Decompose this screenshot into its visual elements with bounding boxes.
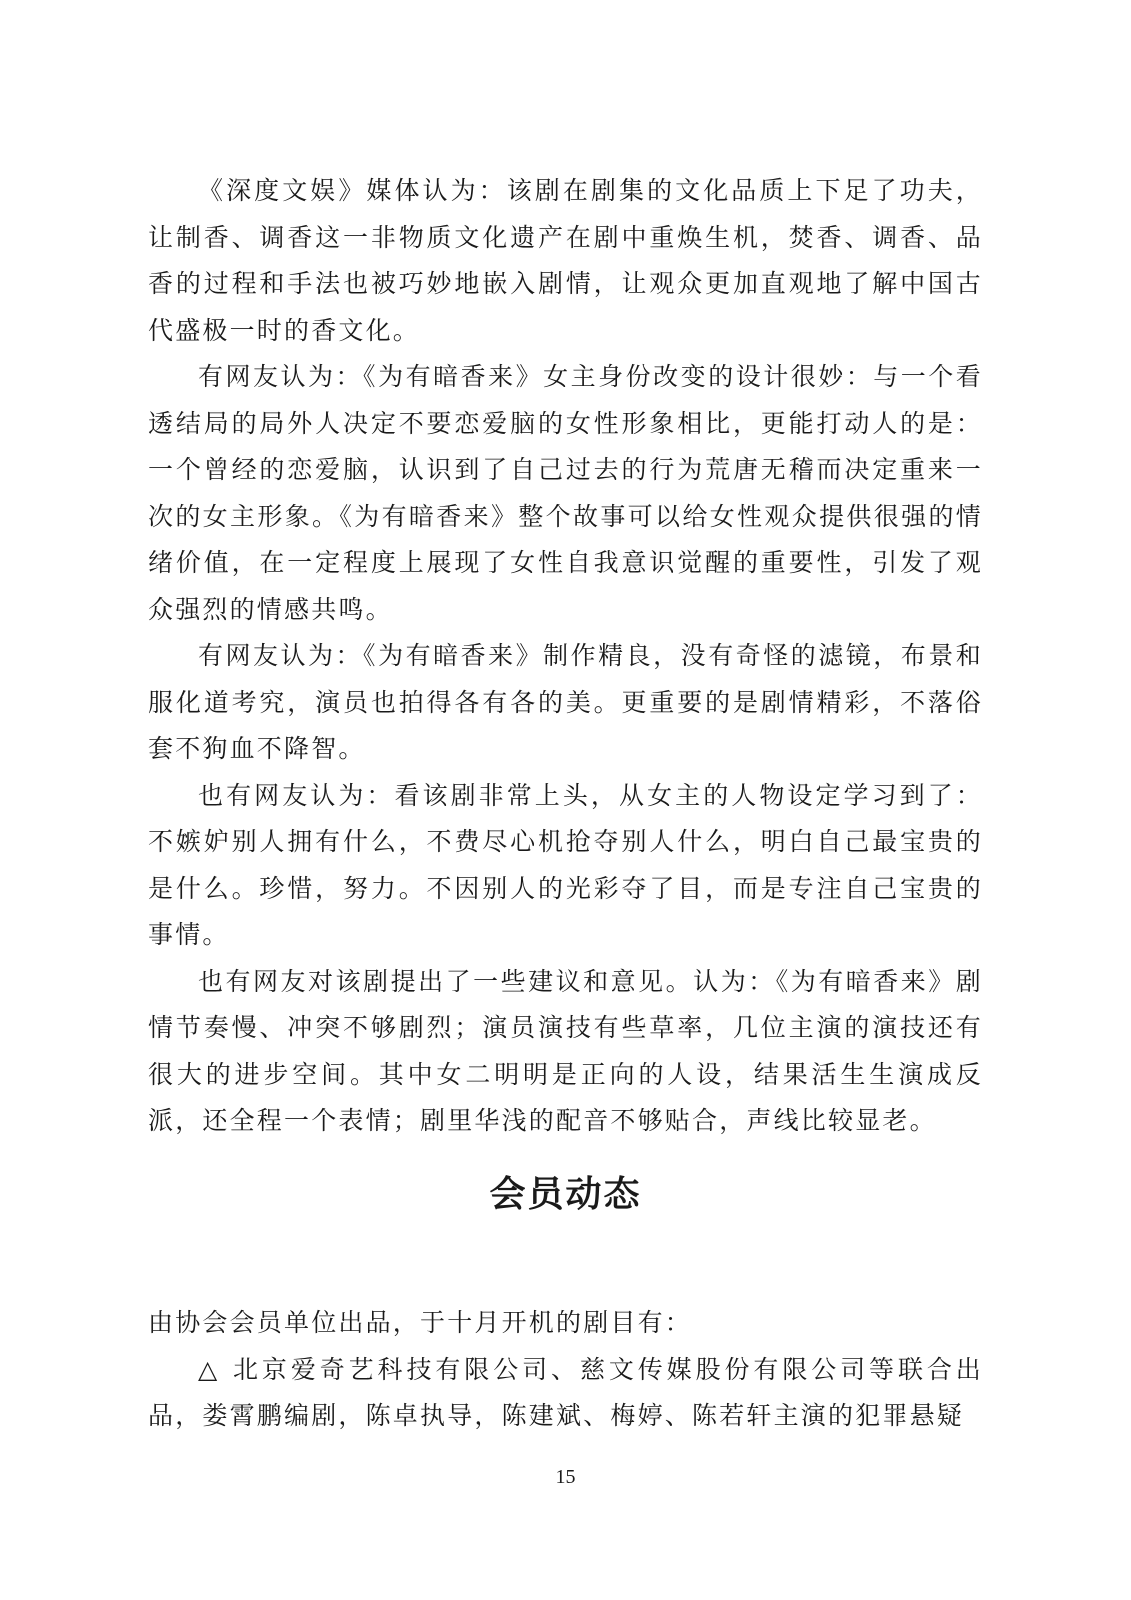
member-news-item: △ 北京爱奇艺科技有限公司、慈文传媒股份有限公司等联合出品，娄霄鹏编剧，陈卓执导，陈建斌、梅婷、陈若轩主演的犯罪悬疑: [148, 1354, 983, 1430]
paragraph-netizen-heroine: 有网友认为：《为有暗香来》女主身份改变的设计很妙：与一个看透结局的局外人决定不要恋爱脑的女性形象相比，更能打动人的是：一个曾经的恋爱脑，认识到了自己过去的行为荒唐无稽而决定重来一次的女主形象。《为有暗香来》整个故事可以给女性观众提供很强的情绪价值，在一定程度上展现了女性自我意识觉醒的重要性，引发了观众强烈的情感共鸣。: [148, 362, 983, 624]
paragraph-netizen-lesson: 也有网友认为：看该剧非常上头，从女主的人物设定学习到了：不嫉妒别人拥有什么，不费尽心机抢夺别人什么，明白自己最宝贵的是什么。珍惜，努力。不因别人的光彩夺了目，而是专注自己宝贵的事情。: [148, 780, 983, 949]
article-body: [148, 168, 983, 1145]
member-news-body: [148, 1300, 983, 1440]
paragraph-netizen-criticism: 也有网友对该剧提出了一些建议和意见。认为：《为有暗香来》剧情节奏慢、冲突不够剧烈；演员演技有些草率，几位主演的演技还有很大的进步空间。其中女二明明是正向的人设，结果活生生演成反派，还全程一个表情；剧里华浅的配音不够贴合，声线比较显老。: [148, 966, 983, 1135]
page-number: 15: [555, 1466, 576, 1488]
member-news-intro: 由协会会员单位出品，于十月开机的剧目有：: [148, 1308, 693, 1337]
paragraph-media-review: 《深度文娱》媒体认为：该剧在剧集的文化品质上下足了功夫，让制香、调香这一非物质文化遗产在剧中重焕生机，焚香、调香、品香的过程和手法也被巧妙地嵌入剧情，让观众更加直观地了解中国古代盛极一时的香文化。: [148, 176, 983, 345]
section-title: 会员动态: [489, 1174, 642, 1215]
paragraph-netizen-production: 有网友认为：《为有暗香来》制作精良，没有奇怪的滤镜，布景和服化道考究，演员也拍得各有各的美。更重要的是剧情精彩，不落俗套不狗血不降智。: [148, 641, 983, 763]
